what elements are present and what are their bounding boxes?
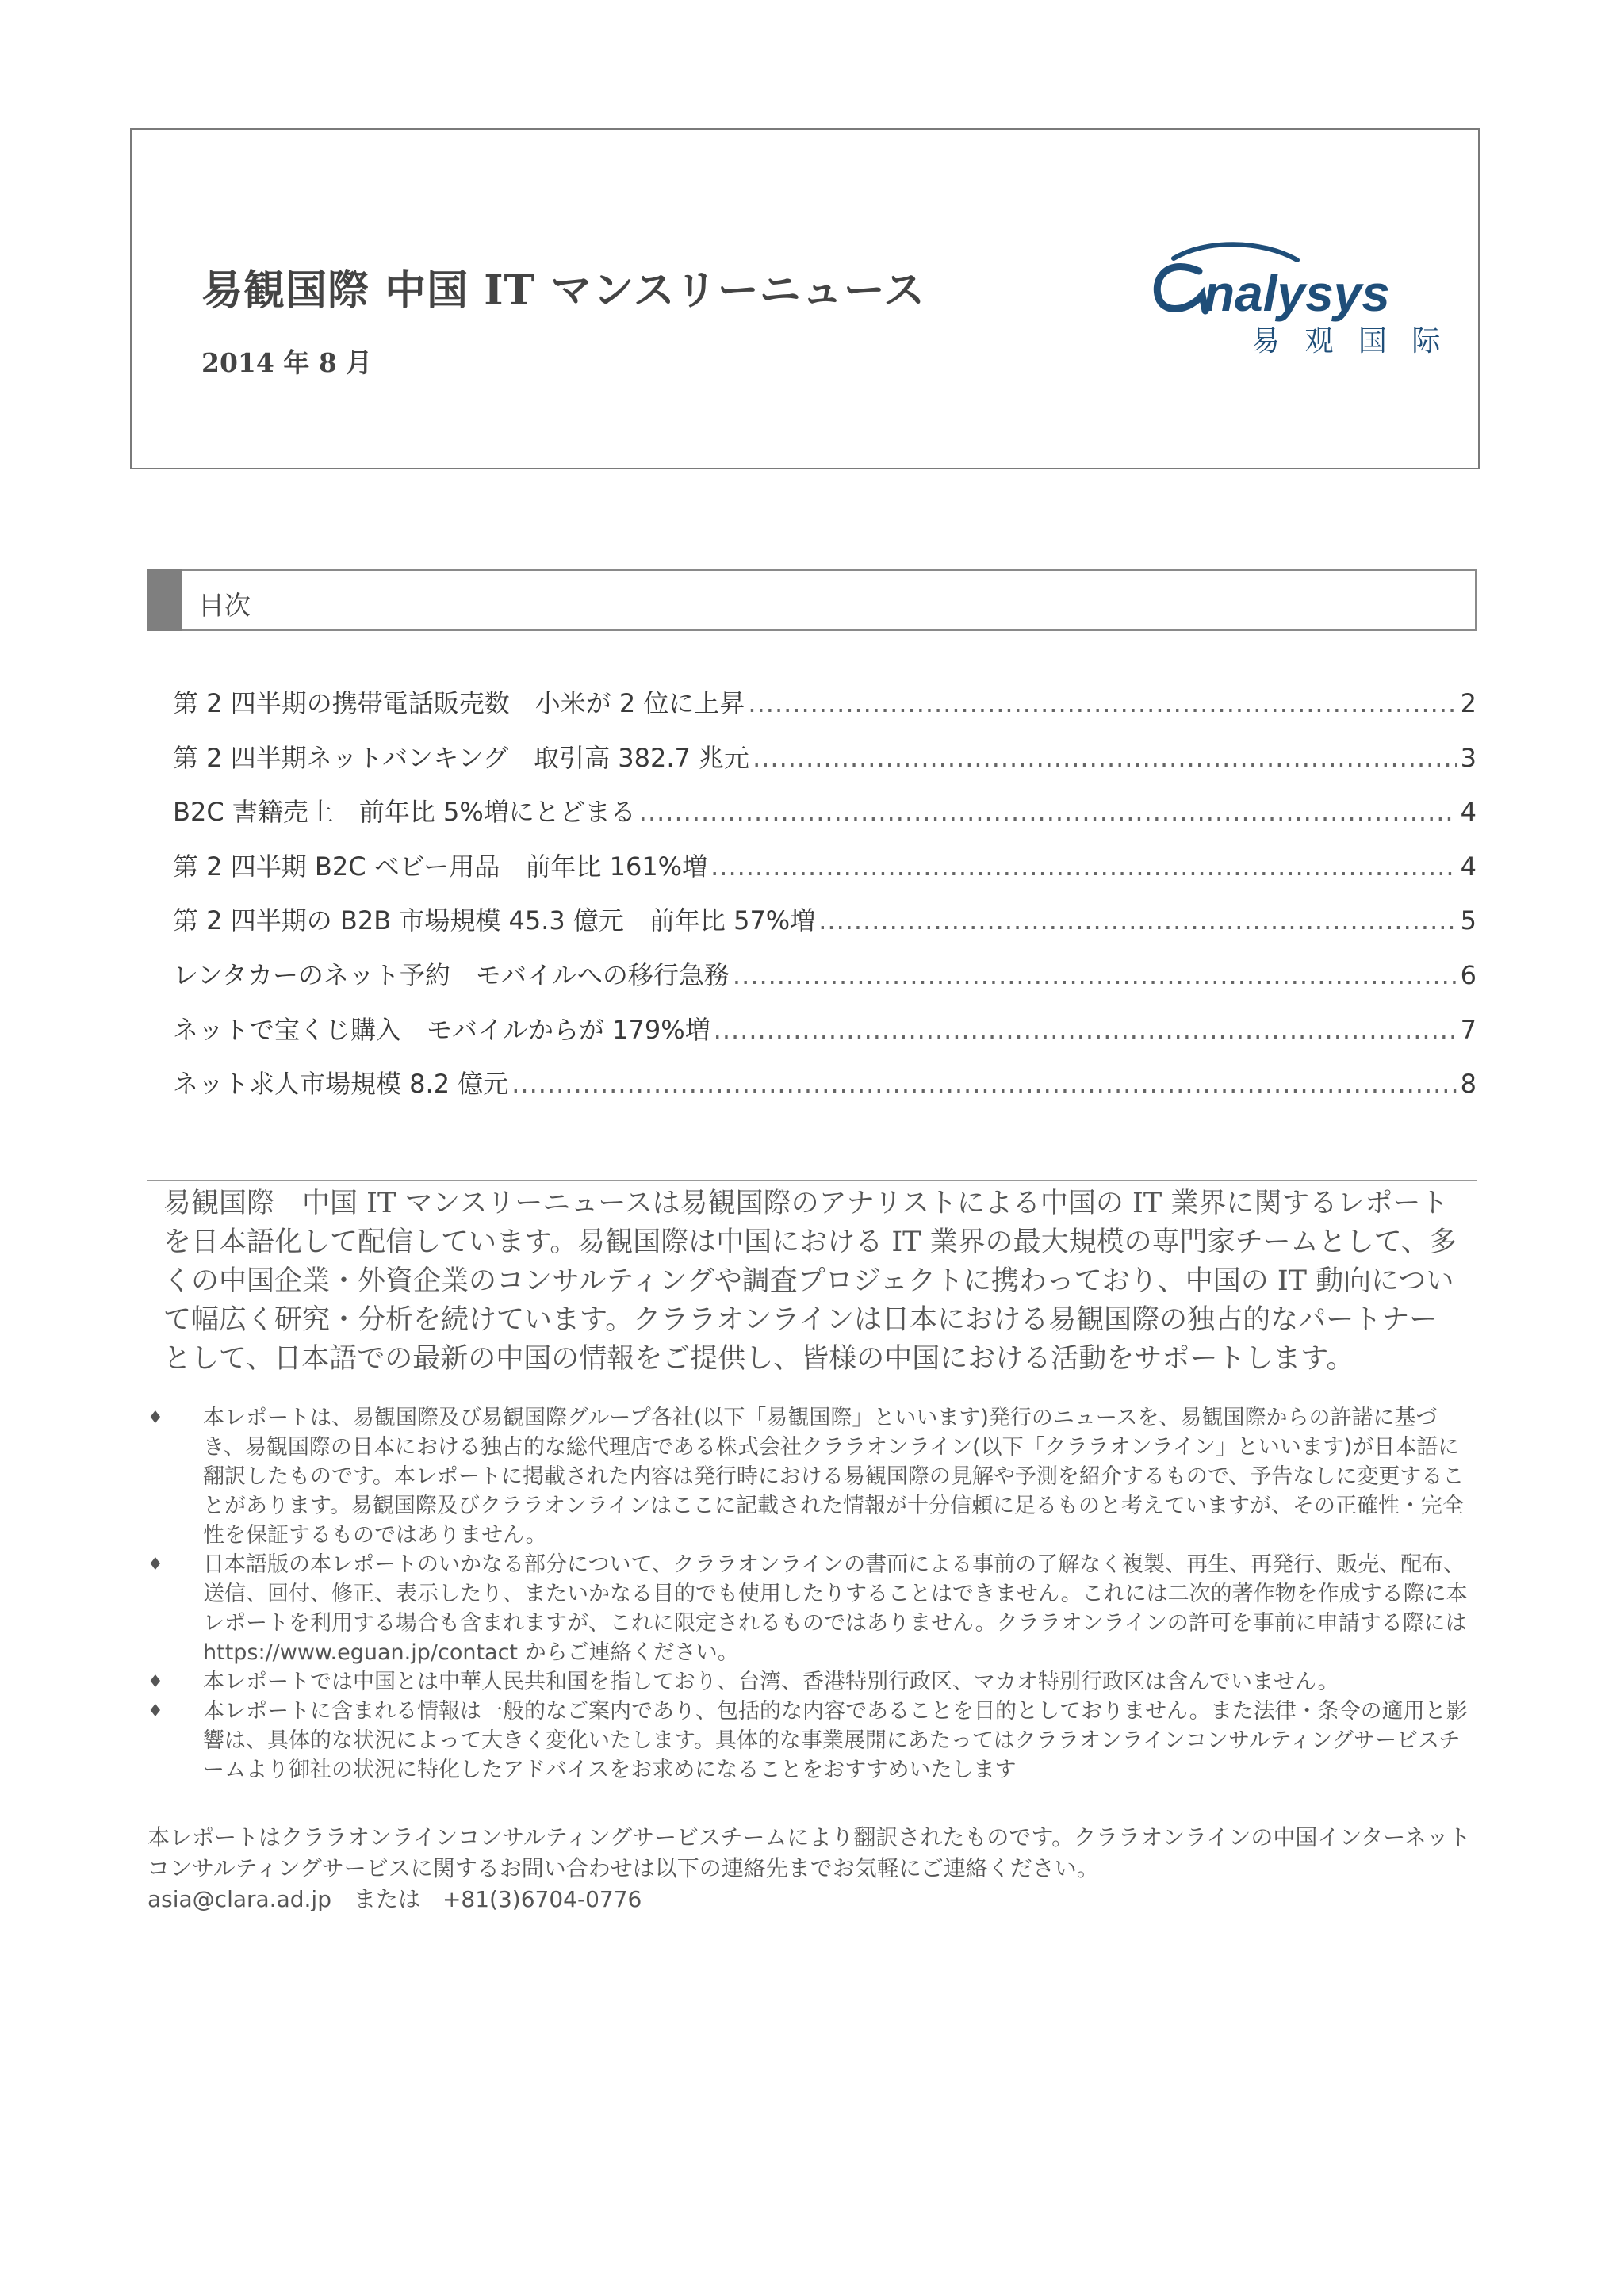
toc-item-title: 第 2 四半期の携帯電話販売数 小米が 2 位に上昇 — [173, 688, 745, 718]
toc-item[interactable] — [173, 901, 1477, 955]
disclaimer-item — [147, 1697, 1477, 1785]
footer — [147, 1822, 1477, 1915]
svg-text:nalysys: nalysys — [1204, 265, 1390, 322]
toc-item-page: 4 — [1460, 851, 1477, 882]
toc-item-title: B2C 書籍売上 前年比 5%増にとどまる — [173, 797, 636, 828]
toc-item-page: 2 — [1460, 688, 1477, 718]
toc-leader — [753, 743, 1457, 773]
header-box — [130, 128, 1480, 469]
toc-item[interactable] — [173, 847, 1477, 901]
toc-item-page: 4 — [1460, 797, 1477, 828]
toc-item[interactable] — [173, 1010, 1477, 1065]
disclaimer-item — [147, 1550, 1477, 1667]
analysys-logo — [1150, 238, 1461, 357]
intro-paragraph: 易観国際 中国 IT マンスリーニュースは易観国際のアナリストによる中国の IT 業界に関するレポートを日本語化して配信しています。易観国際は中国における IT 業界の最大規模の専門家チームとして、多くの中国企業・外資企業のコンサルティングや調査プロジェクトに携わっており、中国の IT 動向について幅広く研究・分析を続けています。クララオンラインは日本における易観国際の独占的なパートナーとして、日本語での最新の中国の情報をご提供し、皆様の中国における活動をサポートします。 — [163, 1188, 1457, 1375]
disclaimer-item — [147, 1667, 1477, 1697]
disclaimer-text: 本レポートは、易観国際及び易観国際グループ各社(以下「易観国際」といいます)発行のニュースを、易観国際からの許諾に基づき、易観国際の日本における独占的な総代理店である株式会社クララオンライン(以下「クララオンライン」といいます)が日本語に翻訳したものです。本レポートに掲載された内容は発行時における易観国際の見解や予測を紹介するもので、予告なしに変更することがあります。易観国際及びクララオンラインはここに記載された情報が十分信頼に足るものと考えていますが、その正確性・完全性を保証するものではありません。 — [203, 1406, 1465, 1548]
disclaimer-text: 本レポートに含まれる情報は一般的なご案内であり、包括的な内容であることを目的としておりません。また法律・条令の適用と影響は、具体的な状況によって大きく変化いたします。具体的な事業展開にあたってはクララオンラインコンサルティングサービスチームより御社の状況に特化したアドバイスをお求めになることをおすすめいたします — [203, 1699, 1468, 1782]
toc-item-title: 第 2 四半期ネットバンキング 取引高 382.7 兆元 — [173, 742, 750, 773]
toc-item[interactable] — [173, 792, 1477, 847]
toc-item-page: 6 — [1460, 959, 1477, 990]
disclaimer-list — [147, 1403, 1477, 1785]
diamond-bullet-icon: ♦ — [147, 1555, 163, 1575]
toc-heading: 目次 — [198, 590, 251, 621]
toc-item-title: 第 2 四半期の B2B 市場規模 45.3 億元 前年比 57%増 — [173, 905, 816, 936]
disclaimer-item — [147, 1403, 1477, 1550]
diamond-bullet-icon: ♦ — [147, 1701, 163, 1721]
toc-item-title: ネット求人市場規模 8.2 億元 — [173, 1069, 509, 1100]
toc-leader — [818, 905, 1457, 936]
toc-item-page: 5 — [1460, 905, 1477, 936]
document-title: 易観国際 中国 IT マンスリーニュース — [201, 266, 926, 315]
toc-item[interactable] — [173, 955, 1477, 1010]
diamond-bullet-icon: ♦ — [147, 1672, 163, 1692]
footer-contact: asia@clara.ad.jp または +81(3)6704-0776 — [147, 1886, 642, 1912]
toc-leader — [639, 797, 1457, 827]
toc-item-title: ネットで宝くじ購入 モバイルからが 179%増 — [173, 1014, 710, 1045]
toc-item-page: 3 — [1460, 742, 1477, 773]
footer-text: 本レポートはクララオンラインコンサルティングサービスチームにより翻訳されたものです。クララオンラインの中国インターネットコンサルティングサービスに関するお問い合わせは以下の連絡先までお気軽にご連絡ください。 — [147, 1824, 1471, 1881]
toc-item-title: 第 2 四半期 B2C ベビー用品 前年比 161%増 — [173, 851, 708, 882]
toc-heading-bar — [147, 569, 182, 631]
toc-item[interactable] — [173, 738, 1477, 793]
toc-item-page: 7 — [1460, 1014, 1477, 1045]
toc-list — [173, 683, 1477, 1119]
toc-item[interactable] — [173, 1064, 1477, 1119]
toc-item[interactable] — [173, 683, 1477, 738]
document-date: 2014 年 8 月 — [201, 347, 373, 378]
toc-leader — [710, 851, 1457, 882]
toc-leader — [511, 1069, 1457, 1099]
disclaimer-text: 日本語版の本レポートのいかなる部分について、クララオンラインの書面による事前の了解なく複製、再生、再発行、販売、配布、送信、回付、修正、表示したり、またいかなる目的でも使用したりすることはできません。これには二次的著作物を作成する際に本レポートを利用する場合も含まれますが、これに限定されるものではありません。クララオンラインの許可を事前に申請する際には https://www.eguan.jp/contact からご連絡ください。 — [203, 1552, 1468, 1665]
diamond-bullet-icon: ♦ — [147, 1408, 163, 1428]
toc-leader — [733, 960, 1457, 990]
svg-text:易 观 国 际: 易 观 国 际 — [1251, 325, 1449, 357]
section-divider — [147, 1180, 1477, 1181]
toc-leader — [748, 688, 1457, 718]
toc-heading-box — [147, 569, 1477, 631]
toc-leader — [714, 1015, 1457, 1045]
disclaimer-text: 本レポートでは中国とは中華人民共和国を指しており、台湾、香港特別行政区、マカオ特別行政区は含んでいません。 — [203, 1670, 1339, 1694]
toc-item-title: レンタカーのネット予約 モバイルへの移行急務 — [173, 959, 730, 990]
toc-item-page: 8 — [1460, 1069, 1477, 1100]
